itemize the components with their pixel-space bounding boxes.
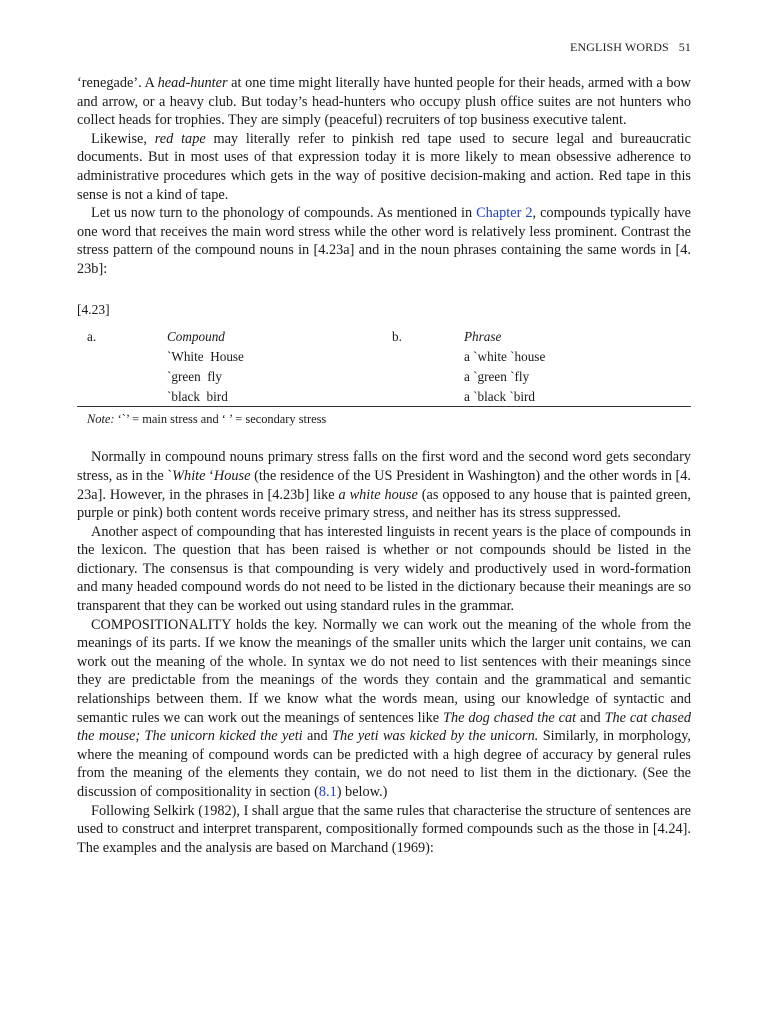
text-run: and [302,728,333,745]
italic-example: The dog chased the cat [443,709,577,726]
text-run: ‘renegade’. A [77,75,158,91]
text-run: at one time might literally have hunted people for their heads, armed with a bow and arrow, or a heavy club. But today’s head-hunters who occupy plush office suites are not hunters who collect heads for trophies. They are simply (peaceful) recruiters of top business executive talent. [77,75,691,129]
paragraph-phonology [77,204,691,278]
running-head-title: ENGLISH WORDS [570,40,669,54]
text-run: Let us now turn to the phonology of compounds. As mentioned in [91,205,477,222]
paragraph-compositionality [77,616,691,802]
italic-term: White [172,467,206,484]
text-run: Normally in compound nouns primary stress falls on the first word and the second word gets secondary stress, as in the ` [77,449,691,484]
text-run: and [576,709,605,726]
italic-term: head-hunter [157,75,228,91]
example-row [77,347,691,367]
example-row [77,387,691,407]
paragraph-lexicon [77,523,691,616]
text-run: ) below.) [336,784,388,800]
phrase-heading: Phrase [464,329,502,345]
note-text: ‘`’ = main stress and ‘ ’ = secondary stress [114,412,327,427]
compound-heading: Compound [167,329,225,345]
text-run: , compounds typically have one word that receives the main word stress while the other word is relatively less prominent. Contrast the stress pattern of the compound nouns in [4.23a] and in the noun phrases containing the same words in [4. 23b]: [77,205,691,277]
section-8-1-link[interactable]: 8.1 [318,784,337,800]
running-head [570,38,691,57]
col-b-marker: b. [392,329,402,345]
chapter-2-link[interactable]: Chapter 2 [476,205,533,222]
example-note [77,406,691,428]
italic-example: The cat chased the mouse; The unicorn kicked the yeti [77,709,691,745]
text-run: Another aspect of compounding that has interested linguists in recent years is the place of compounds in the lexicon. The question that has been raised is whether or not compounds should be listed in the dictionary. The consensus is that compounding is very widely and productively used in word-formation and many headed compound words do not need to be listed in the dictionary because their meanings are so transparent that they can be worked out using standard rules in the grammar. [77,523,691,615]
example-table [77,327,691,406]
paragraph-primary-stress [77,448,691,522]
paragraph-red-tape [77,130,691,204]
phrase-cell: a `green `fly [464,368,530,384]
paragraph-selkirk [77,802,691,858]
italic-term: House [213,467,251,484]
text-run: (as opposed to any house that is painted green, purple or pink) both content words receive primary stress, and neither has its stress suppressed. [77,486,691,522]
text-run: ‘ [205,467,214,484]
italic-term: a white house [338,486,418,503]
page-body [77,74,691,857]
compound-cell: `green fly [167,368,222,384]
text-run: (the residence of the US President in Washington) and the other words in [4. 23a]. However, in the phrases in [4.23b] like [77,467,691,503]
text-run: may literally refer to pinkish red tape used to secure legal and bureaucratic documents. But in most uses of that expression today it is more likely to mean obsessive adherence to administrative procedures which gets in the way of positive decision-making and action. Red tape in this sense is not a kind of tape. [77,130,691,203]
col-a-marker: a. [87,329,97,345]
phrase-cell: a `black `bird [464,388,536,404]
text-run: Following Selkirk (1982), I shall argue that the same rules that characterise the structure of sentences are used to construct and interpret transparent, compositionally formed compounds such as the those in [4.24]. The examples and the analysis are based on Marchand (1969): [77,802,691,856]
compound-cell: `black bird [167,388,228,404]
italic-example: The yeti was kicked by the unicorn. [332,728,539,745]
text-run: Likewise, [91,130,155,147]
text-run: Similarly, in morphology, where the meaning of compound words can be predicted with a high degree of accuracy by general rules from the meaning of the elements they contain, we do not need to list them in the dictionary. (See the discussion of compositionality in section ( [77,728,691,800]
example-row [77,367,691,387]
phrase-cell: a `white `house [464,348,546,364]
note-label: Note: [87,412,115,427]
compound-cell: `White House [167,348,244,364]
italic-term: red tape [154,130,206,147]
text-run: COMPOSITIONALITY holds the key. Normally we can work out the meaning of the whole from the meanings of its parts. If we know the meanings of the smaller units which the larger unit contains, we can work out the meaning of the whole. In syntax we do not need to list sentences with their meanings since they are predictable from the meanings of the words they contain and the grammatical and semantic relationships between them. If we know what the words mean, using our knowledge of syntactic and semantic rules we can work out the meanings of sentences like [77,616,691,726]
example-number: [4.23] [77,301,110,317]
example-header-row [77,327,691,347]
paragraph-head-hunter [77,74,691,130]
page-number: 51 [678,40,691,54]
